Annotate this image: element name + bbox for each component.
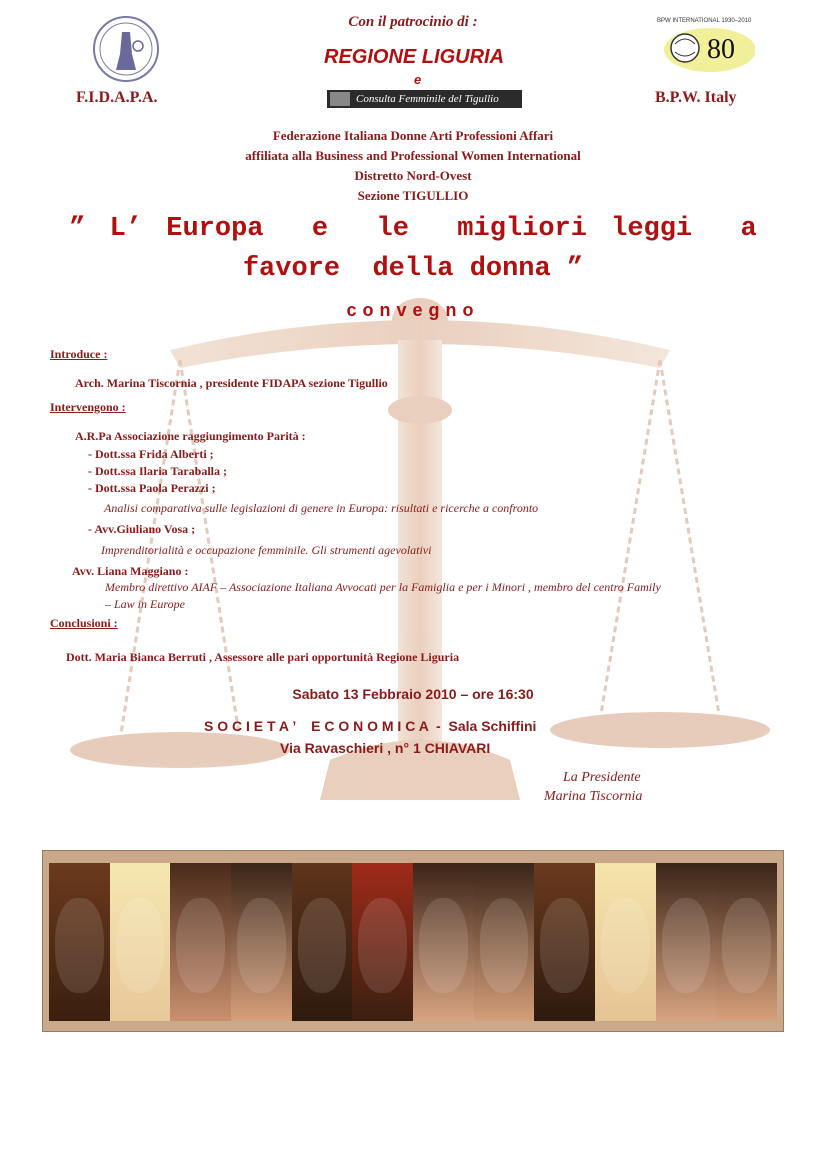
org-line-3: Distretto Nord-Ovest <box>354 168 472 183</box>
fidapa-label: F.I.D.A.P.A. <box>76 89 158 106</box>
face-photo <box>231 863 292 1021</box>
org-line-1: Federazione Italiana Donne Arti Professioni Affari <box>272 128 554 143</box>
title-line-1: ” L’ Europa e le migliori leggi a <box>69 214 757 244</box>
arpa-line: A.R.Pa Associazione raggiungimento Parità : <box>75 429 306 443</box>
bpw-80-logo <box>655 14 755 74</box>
face-photo <box>110 863 171 1021</box>
org-line-4: Sezione TIGULLIO <box>357 188 469 203</box>
maggiano-role-2: – Law in Europe <box>105 597 185 611</box>
event-address: Via Ravaschieri , n° 1 CHIAVARI <box>280 740 491 756</box>
face-photo <box>716 863 777 1021</box>
vosa-line: - Avv.Giuliano Vosa ; <box>88 522 196 536</box>
face-photo <box>170 863 231 1021</box>
face-photo <box>656 863 717 1021</box>
speaker-item: - Dott.ssa Paola Perazzi ; <box>88 481 216 495</box>
consulta-banner <box>327 90 522 108</box>
signature-role: La Presidente <box>563 770 641 785</box>
speaker-item: - Dott.ssa Ilaria Taraballa ; <box>88 464 228 478</box>
face-photo <box>474 863 535 1021</box>
bpw-logo-number: 80 <box>707 34 735 65</box>
face-photo <box>595 863 656 1021</box>
speaker-item: - Dott.ssa Frida Alberti ; <box>88 447 214 461</box>
maggiano-line: Avv. Liana Maggiano : <box>72 564 189 578</box>
subtitle-convegno: convegno <box>346 300 480 320</box>
face-photo <box>534 863 595 1021</box>
consulta-label: Consulta Femminile del Tigullio <box>356 93 499 105</box>
event-venue: S O C I E T A ’ E C O N O M I C A - Sala Schiffini <box>204 718 537 734</box>
face-photo <box>413 863 474 1021</box>
signature-name: Marina Tiscornia <box>544 789 643 804</box>
topic-1: Analisi comparativa sulle legislazioni di genere in Europa: risultati e ricerche a confronto <box>104 501 539 515</box>
face-photo <box>292 863 353 1021</box>
fidapa-logo <box>86 14 166 84</box>
patronage-line: Con il patrocinio di : <box>348 14 478 30</box>
maggiano-role-1: Membro direttivo AIAF – Associazione Italiana Avvocati per la Famiglia e per i Minori , membro del centro Family <box>105 580 661 594</box>
conclusioni-speaker: Dott. Maria Bianca Berruti , Assessore alle pari opportunità Regione Liguria <box>66 650 460 664</box>
bpw-italy-label: B.P.W. Italy <box>655 89 737 106</box>
introduce-heading: Introduce : <box>50 347 108 361</box>
face-photo <box>352 863 413 1021</box>
regione-liguria: REGIONE LIGURIA <box>324 46 505 68</box>
topic-2: Imprenditorialità e occupazione femminile. Gli strumenti agevolativi <box>101 543 432 557</box>
event-date: Sabato 13 Febbraio 2010 – ore 16:30 <box>292 686 534 702</box>
title-line-2: favore della donna ” <box>242 254 584 284</box>
introduce-speaker: Arch. Marina Tiscornia , presidente FIDAPA sezione Tigullio <box>75 376 388 390</box>
bpw-logo-top-text: BPW INTERNATIONAL 1930–2010 <box>657 18 752 24</box>
women-faces-photo-strip <box>42 850 784 1032</box>
intervengono-heading: Intervengono : <box>50 400 126 414</box>
consulta-logo-icon <box>330 92 350 106</box>
conclusioni-heading: Conclusioni : <box>50 616 118 630</box>
conjunction: e <box>414 72 422 87</box>
org-line-2: affiliata alla Business and Professional Women International <box>245 148 581 163</box>
face-photo <box>49 863 110 1021</box>
